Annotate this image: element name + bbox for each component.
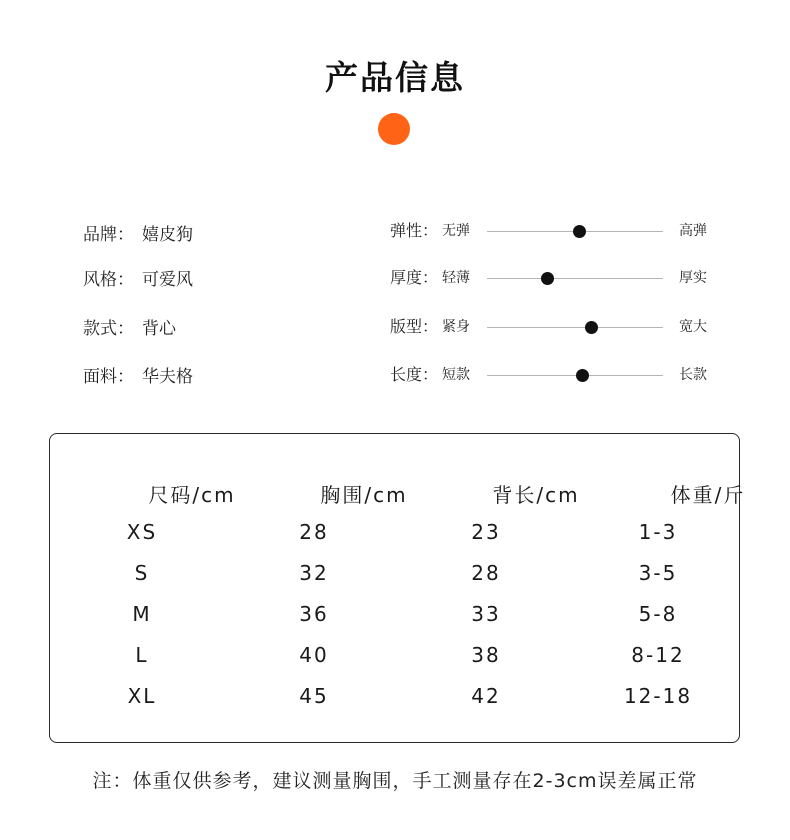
info-value: 嬉皮狗 xyxy=(142,224,193,245)
info-key: 款式： xyxy=(83,318,134,339)
slider-low-label: 轻薄 xyxy=(442,270,470,286)
slider-high-label: 宽大 xyxy=(679,319,707,335)
info-row-type xyxy=(83,314,176,338)
measurement-note: 注：体重仅供参考，建议测量胸围，手工测量存在2-3cm误差属正常 xyxy=(92,770,698,792)
table-cell-weight: 1-3 xyxy=(638,520,678,544)
slider-high-label: 高弹 xyxy=(679,223,707,239)
info-row-brand xyxy=(83,220,193,244)
slider-row-thickness xyxy=(390,266,720,290)
slider-high-label: 厚实 xyxy=(679,270,707,286)
info-value: 背心 xyxy=(142,318,176,339)
table-cell-chest: 28 xyxy=(299,520,329,544)
slider-row-elasticity xyxy=(390,219,720,243)
slider-high-label: 长款 xyxy=(679,367,707,383)
table-cell-weight: 12-18 xyxy=(623,684,693,708)
table-cell-back-length: 33 xyxy=(471,602,501,626)
slider-row-fit xyxy=(390,315,720,339)
table-cell-back-length: 23 xyxy=(471,520,501,544)
slider-knob xyxy=(585,321,598,334)
table-header-size: 尺码/cm xyxy=(148,483,236,507)
table-header-weight: 体重/斤 xyxy=(670,483,746,507)
slider-track xyxy=(487,327,663,328)
info-key: 品牌： xyxy=(83,224,134,245)
slider-low-label: 短款 xyxy=(442,367,470,383)
table-cell-chest: 45 xyxy=(299,684,329,708)
table-cell-size: XL xyxy=(127,684,157,708)
slider-low-label: 紧身 xyxy=(442,319,470,335)
slider-row-length xyxy=(390,363,720,387)
table-header-back-length: 背长/cm xyxy=(492,483,580,507)
slider-key: 弹性： xyxy=(390,221,439,240)
slider-key: 版型： xyxy=(390,317,439,336)
slider-knob xyxy=(576,369,589,382)
slider-track xyxy=(487,375,663,376)
info-key: 面料： xyxy=(83,366,134,387)
table-cell-chest: 40 xyxy=(299,643,329,667)
size-table xyxy=(49,433,746,743)
info-value: 华夫格 xyxy=(142,366,193,387)
table-cell-size: L xyxy=(135,643,149,667)
table-cell-weight: 5-8 xyxy=(638,602,678,626)
slider-knob xyxy=(541,272,554,285)
table-cell-weight: 8-12 xyxy=(631,643,685,667)
accent-dot xyxy=(378,113,410,145)
slider-track xyxy=(487,278,663,279)
slider-low-label: 无弹 xyxy=(442,223,470,239)
table-cell-back-length: 42 xyxy=(471,684,501,708)
info-row-style xyxy=(83,265,193,289)
table-cell-back-length: 28 xyxy=(471,561,501,585)
table-cell-weight: 3-5 xyxy=(638,561,678,585)
table-cell-size: XS xyxy=(126,520,158,544)
slider-key: 长度： xyxy=(390,365,439,384)
table-cell-size: M xyxy=(132,602,152,626)
slider-key: 厚度： xyxy=(390,268,439,287)
info-row-fabric xyxy=(83,362,193,386)
info-key: 风格： xyxy=(83,269,134,290)
table-cell-chest: 32 xyxy=(299,561,329,585)
table-header-chest: 胸围/cm xyxy=(320,483,408,507)
table-cell-back-length: 38 xyxy=(471,643,501,667)
page-title: 产品信息 xyxy=(325,58,465,97)
table-cell-size: S xyxy=(134,561,150,585)
table-cell-chest: 36 xyxy=(299,602,329,626)
info-value: 可爱风 xyxy=(142,269,193,290)
slider-knob xyxy=(573,225,586,238)
